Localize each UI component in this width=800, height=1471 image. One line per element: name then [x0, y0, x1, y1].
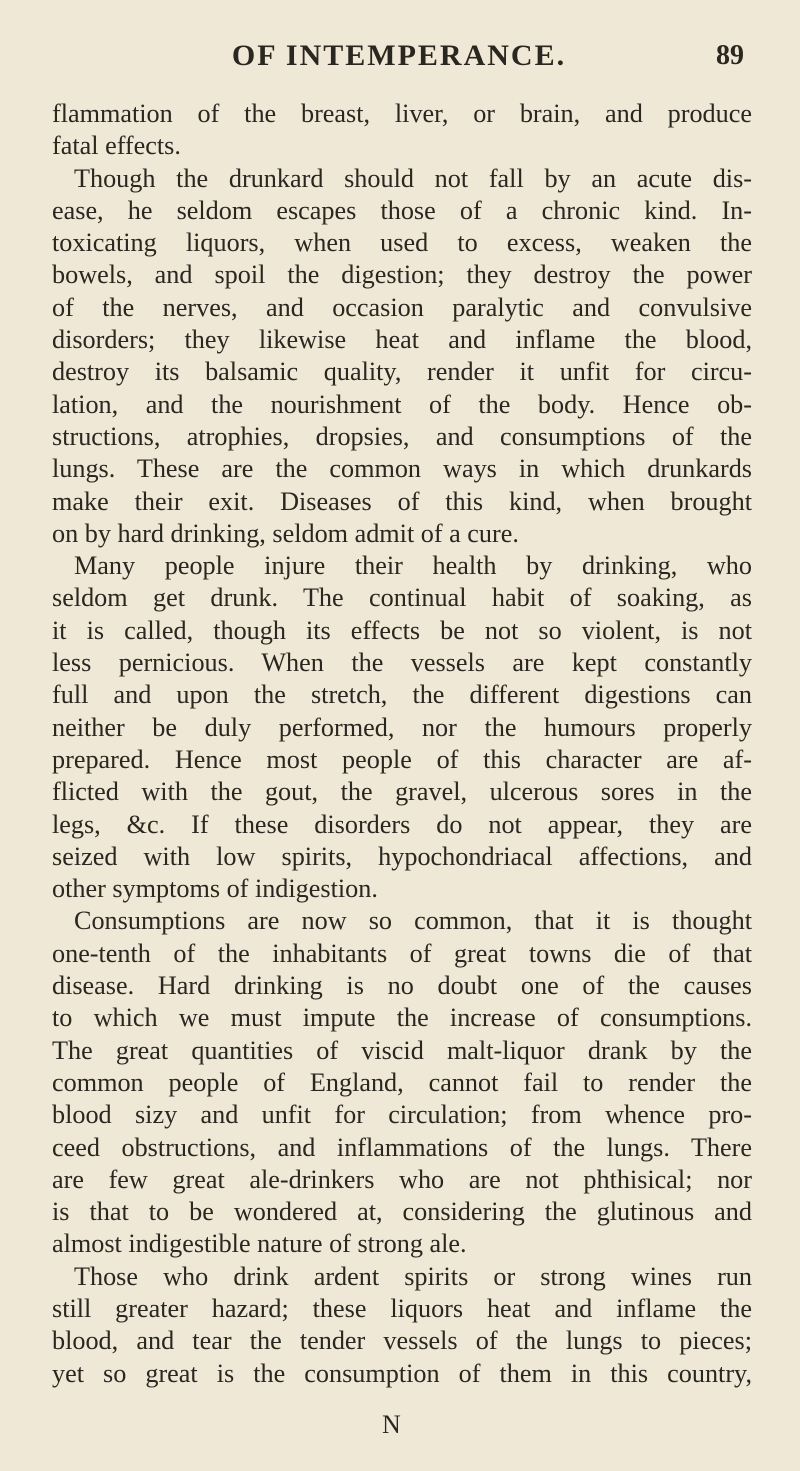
text-line: Though the drunkard should not fall by an acute dis- — [74, 163, 752, 193]
text-line: seized with low spirits, hypochondriacal affections, and — [52, 841, 752, 871]
text-line: are few great ale-drinkers who are not phthisical; nor — [52, 1164, 752, 1194]
body-text — [52, 98, 752, 1390]
text-line: less pernicious. When the vessels are kept constantly — [52, 648, 752, 678]
text-line: blood, and tear the tender vessels of the lungs to pieces; — [52, 1326, 752, 1356]
signature-mark: N — [382, 1410, 401, 1439]
text-line: seldom get drunk. The continual habit of soaking, as — [52, 583, 752, 613]
text-line: structions, atrophies, dropsies, and consumptions of the — [52, 421, 752, 451]
text-line: common people of England, cannot fail to render the — [52, 1067, 752, 1097]
text-line: still greater hazard; these liquors heat and inflame the — [52, 1293, 752, 1323]
text-line: on by hard drinking, seldom admit of a cure. — [52, 518, 519, 548]
text-line: disorders; they likewise heat and inflame the blood, — [52, 325, 752, 355]
text-line: to which we must impute the increase of consumptions. — [52, 1003, 752, 1033]
text-line: Consumptions are now so common, that it is thought — [74, 906, 752, 936]
running-head — [54, 36, 744, 76]
text-line: almost indigestible nature of strong ale. — [52, 1229, 467, 1259]
text-line: disease. Hard drinking is no doubt one of the causes — [52, 971, 752, 1001]
text-line: of the nerves, and occasion paralytic and convulsive — [52, 292, 752, 322]
text-line: lation, and the nourishment of the body. Hence ob- — [52, 389, 752, 419]
text-line: fatal effects. — [52, 131, 181, 161]
text-line: The great quantities of viscid malt-liquor drank by the — [52, 1035, 752, 1065]
text-line: it is called, though its effects be not so violent, is not — [52, 615, 752, 645]
text-line: toxicating liquors, when used to excess, weaken the — [52, 228, 752, 258]
text-line: lungs. These are the common ways in which drunkards — [52, 454, 752, 484]
text-line: flammation of the breast, liver, or brain, and produce — [52, 99, 752, 128]
text-line: full and upon the stretch, the different digestions can — [52, 680, 752, 710]
text-line: Many people injure their health by drinking, who — [74, 551, 752, 581]
text-line: Those who drink ardent spirits or strong wines run — [74, 1261, 752, 1291]
text-line: ceed obstructions, and inflammations of the lungs. There — [52, 1132, 752, 1162]
text-line: other symptoms of indigestion. — [52, 874, 378, 904]
text-line: prepared. Hence most people of this character are af- — [52, 744, 752, 774]
text-line: destroy its balsamic quality, render it unfit for circu- — [52, 357, 752, 387]
text-line: yet so great is the consumption of them in this country, — [52, 1358, 752, 1388]
text-line: one-tenth of the inhabitants of great towns die of that — [52, 938, 752, 968]
text-line: bowels, and spoil the digestion; they destroy the power — [52, 260, 752, 290]
running-title: OF INTEMPERANCE. — [231, 39, 567, 72]
text-line: make their exit. Diseases of this kind, when brought — [52, 486, 752, 516]
text-line: blood sizy and unfit for circulation; from whence pro- — [52, 1100, 752, 1130]
text-line: legs, &c. If these disorders do not appear, they are — [52, 809, 752, 839]
text-line: is that to be wondered at, considering the glutinous and — [52, 1197, 752, 1227]
page-number: 89 — [716, 40, 744, 71]
text-line: flicted with the gout, the gravel, ulcerous sores in the — [52, 777, 752, 807]
text-line: neither be duly performed, nor the humours properly — [52, 712, 752, 742]
text-line: ease, he seldom escapes those of a chronic kind. In- — [52, 195, 752, 225]
